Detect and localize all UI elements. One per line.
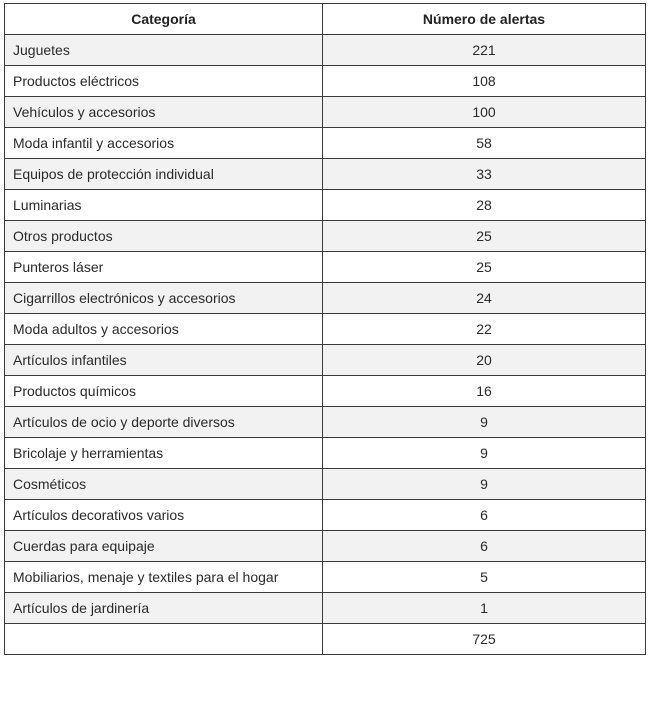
alert-count-cell: 58 xyxy=(323,128,646,159)
category-cell: Vehículos y accesorios xyxy=(5,97,323,128)
table-body xyxy=(5,35,646,655)
header-alert-count: Número de alertas xyxy=(323,4,646,35)
alert-count-cell: 9 xyxy=(323,407,646,438)
category-cell: Cigarrillos electrónicos y accesorios xyxy=(5,283,323,314)
category-cell: Luminarias xyxy=(5,190,323,221)
category-cell: Artículos decorativos varios xyxy=(5,500,323,531)
total-count-cell: 725 xyxy=(323,624,646,655)
alert-count-cell: 22 xyxy=(323,314,646,345)
alert-count-cell: 100 xyxy=(323,97,646,128)
category-cell: Mobiliarios, menaje y textiles para el hogar xyxy=(5,562,323,593)
table-row xyxy=(5,159,646,190)
table-row xyxy=(5,221,646,252)
category-cell: Cuerdas para equipaje xyxy=(5,531,323,562)
alert-count-cell: 25 xyxy=(323,252,646,283)
table-row xyxy=(5,35,646,66)
category-cell: Moda adultos y accesorios xyxy=(5,314,323,345)
total-row xyxy=(5,624,646,655)
alert-count-cell: 9 xyxy=(323,469,646,500)
alerts-table-container xyxy=(4,3,646,655)
category-cell: Artículos infantiles xyxy=(5,345,323,376)
category-cell: Artículos de ocio y deporte diversos xyxy=(5,407,323,438)
category-cell: Otros productos xyxy=(5,221,323,252)
table-row xyxy=(5,252,646,283)
table-header-row xyxy=(5,4,646,35)
category-cell: Equipos de protección individual xyxy=(5,159,323,190)
table-row xyxy=(5,283,646,314)
alert-count-cell: 1 xyxy=(323,593,646,624)
total-label-cell xyxy=(5,624,323,655)
category-cell: Bricolaje y herramientas xyxy=(5,438,323,469)
alert-count-cell: 24 xyxy=(323,283,646,314)
table-row xyxy=(5,438,646,469)
table-row xyxy=(5,190,646,221)
category-cell: Juguetes xyxy=(5,35,323,66)
table-row xyxy=(5,407,646,438)
table-row xyxy=(5,469,646,500)
table-row xyxy=(5,97,646,128)
header-category: Categoría xyxy=(5,4,323,35)
category-cell: Productos químicos xyxy=(5,376,323,407)
table-row xyxy=(5,128,646,159)
category-cell: Moda infantil y accesorios xyxy=(5,128,323,159)
alert-count-cell: 33 xyxy=(323,159,646,190)
category-cell: Punteros láser xyxy=(5,252,323,283)
alert-count-cell: 9 xyxy=(323,438,646,469)
alert-count-cell: 221 xyxy=(323,35,646,66)
table-row xyxy=(5,376,646,407)
table-row xyxy=(5,531,646,562)
alert-count-cell: 108 xyxy=(323,66,646,97)
table-row xyxy=(5,500,646,531)
table-row xyxy=(5,314,646,345)
alert-count-cell: 6 xyxy=(323,500,646,531)
table-row xyxy=(5,66,646,97)
table-row xyxy=(5,345,646,376)
category-cell: Artículos de jardinería xyxy=(5,593,323,624)
alert-count-cell: 5 xyxy=(323,562,646,593)
alert-count-cell: 6 xyxy=(323,531,646,562)
table-row xyxy=(5,593,646,624)
alert-count-cell: 28 xyxy=(323,190,646,221)
alert-count-cell: 25 xyxy=(323,221,646,252)
category-cell: Cosméticos xyxy=(5,469,323,500)
category-cell: Productos eléctricos xyxy=(5,66,323,97)
table-row xyxy=(5,562,646,593)
alerts-table xyxy=(4,3,646,655)
alert-count-cell: 16 xyxy=(323,376,646,407)
alert-count-cell: 20 xyxy=(323,345,646,376)
